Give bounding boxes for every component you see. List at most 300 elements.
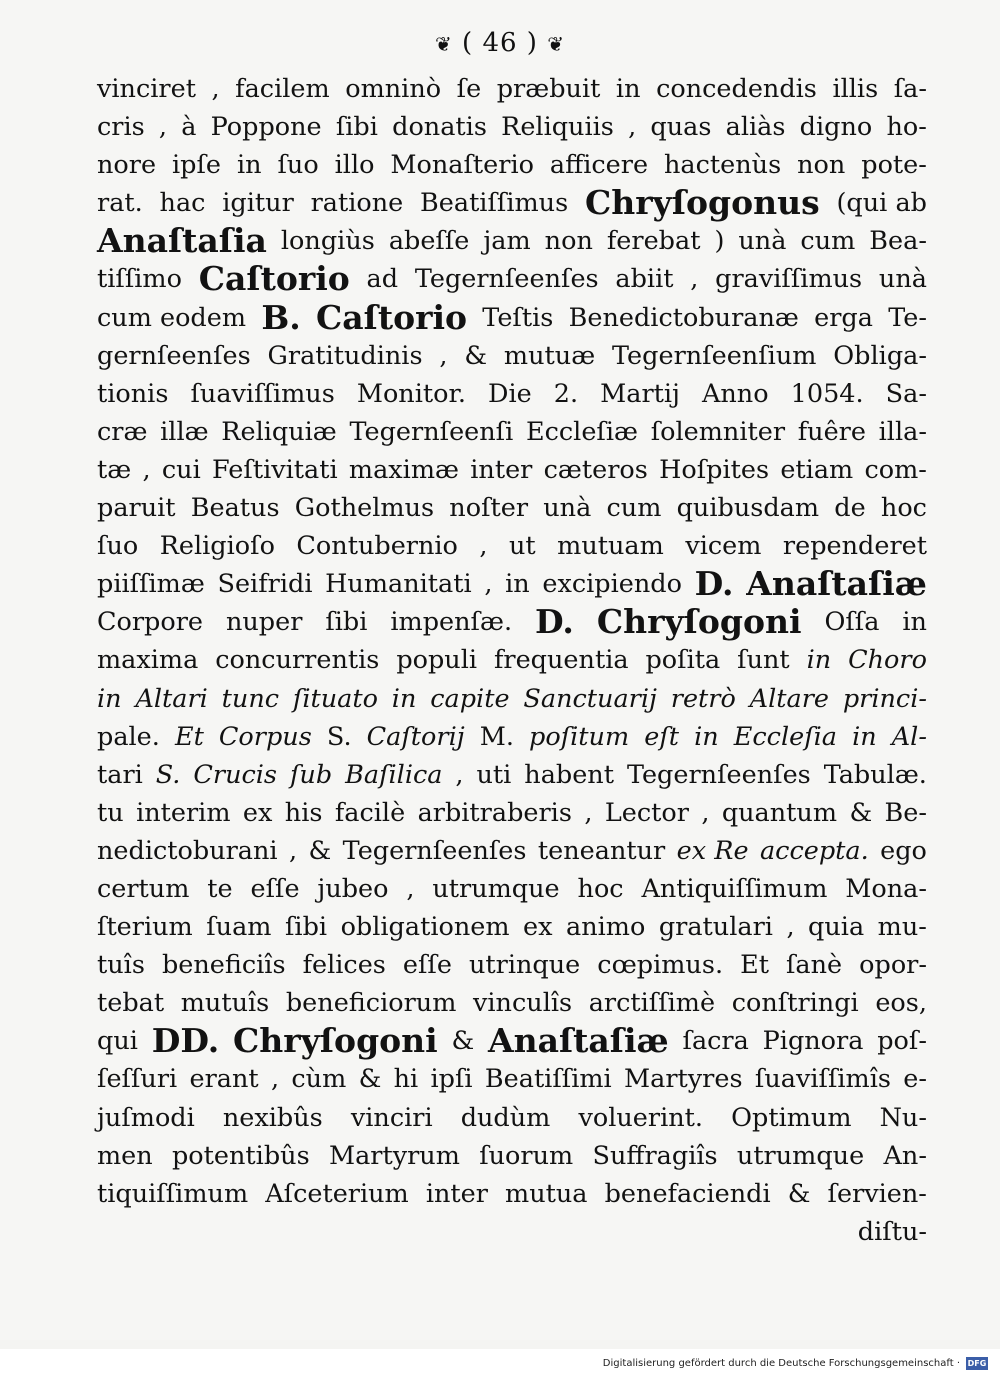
word: Reliquiæ (221, 416, 337, 447)
word: ſuaviſſimîs (754, 1064, 891, 1095)
text-line (97, 1022, 927, 1060)
word: Sa- (885, 378, 927, 409)
word: piiſſimæ (97, 569, 205, 600)
word: uti (476, 759, 512, 790)
word: cum (606, 493, 662, 524)
text-line (97, 184, 927, 222)
text-line (97, 70, 927, 108)
word: , (628, 112, 637, 143)
word: Obliga- (833, 340, 927, 371)
footer-bar (0, 1349, 1000, 1380)
word: & (308, 835, 332, 866)
word: ad (366, 264, 399, 295)
word: , (439, 340, 448, 371)
word: beneficiorum (285, 988, 457, 1019)
word: mutua (505, 1178, 588, 1209)
word: tiquiſſimum (97, 1178, 249, 1209)
word: jam (483, 226, 531, 257)
text-line (97, 832, 927, 870)
text-line (97, 222, 927, 260)
word: 2. (553, 378, 579, 409)
word: Sanctuarij (523, 683, 657, 714)
word: arbitraberis (417, 797, 572, 828)
word: ratione (310, 188, 404, 219)
text-line (97, 908, 927, 946)
word: Aſceterium (265, 1178, 409, 1209)
word: Reliquiis (501, 112, 614, 143)
word: Anno (701, 378, 769, 409)
word: vinciri (350, 1102, 433, 1133)
word: , (484, 569, 493, 600)
word: poſita (645, 645, 721, 676)
word: B. (261, 297, 301, 337)
word: frequentia (493, 645, 629, 676)
word: Eccleſiæ (525, 416, 638, 447)
page-header (0, 28, 1000, 58)
word: ſuo (97, 531, 139, 562)
word: qui (97, 1026, 138, 1057)
word: vicem (685, 531, 762, 562)
word: e- (903, 1064, 927, 1095)
left-ornament-icon: ❦ (435, 32, 453, 56)
word: juſmodi (97, 1102, 195, 1133)
word: cum (800, 226, 856, 257)
word: ſub (289, 759, 333, 790)
text-line (97, 451, 927, 489)
word: illis (832, 74, 879, 104)
word: inter (470, 454, 533, 485)
word: concedendis (656, 74, 817, 104)
word: Gothelmus (294, 493, 435, 524)
word: vinciret (97, 74, 196, 104)
word: in (852, 721, 877, 752)
text-line (97, 641, 927, 679)
word: ſibi (335, 112, 378, 143)
word: etiam (780, 454, 854, 485)
word: ſituato (292, 683, 378, 714)
word: eos, (875, 988, 927, 1019)
word: nuper (225, 607, 303, 638)
word: cæteros (543, 454, 648, 485)
word: & (451, 1026, 475, 1057)
word: his (284, 797, 323, 828)
word: S. (326, 721, 352, 752)
word: teneantur (537, 835, 666, 866)
word: animo (566, 912, 646, 943)
text-line (97, 603, 927, 641)
word: inter (425, 1178, 488, 1209)
word: in (694, 721, 719, 752)
word: pale. (97, 721, 160, 752)
word: ex Re (676, 835, 749, 866)
word: , (289, 835, 298, 866)
word: obligationem (340, 912, 510, 943)
word: benefaciendi (604, 1178, 771, 1209)
word: & (849, 797, 873, 828)
word: princi- (842, 683, 927, 714)
word: 1054. (790, 378, 864, 409)
word: utrumque (736, 1140, 865, 1171)
word: noſter (449, 493, 529, 524)
word: vinculîs (473, 988, 573, 1019)
text-line (97, 375, 927, 413)
word: mutuam (557, 531, 664, 562)
word: Feſtivitati (212, 454, 338, 485)
word: D. (694, 564, 734, 604)
text-line (97, 718, 927, 756)
word: unà (738, 226, 787, 257)
word: concurrentis (215, 645, 380, 676)
word: in (236, 150, 262, 181)
word: tu (97, 797, 124, 828)
word: abeſſe (388, 226, 470, 257)
word: cris (97, 112, 145, 143)
word: longiùs (280, 226, 375, 257)
word: Tegernſeenſi (349, 416, 514, 447)
word: jubeo (317, 873, 389, 904)
word: Oſſa (824, 607, 880, 638)
word: Al- (891, 721, 927, 752)
word: in (806, 645, 832, 676)
word: ſuo (277, 150, 319, 181)
word: Choro (848, 645, 927, 676)
word: ſolemniter (650, 416, 786, 447)
text-line (97, 1060, 927, 1098)
word: nore (97, 150, 157, 181)
word: non (797, 150, 846, 181)
word: habent (524, 759, 614, 790)
word: , (142, 454, 151, 485)
word: Chryſogoni (233, 1021, 438, 1061)
word: potentibûs (171, 1140, 310, 1171)
word: Beatiſſimus (420, 188, 569, 219)
word: ſervien- (827, 1178, 927, 1209)
word: Chryſogoni (596, 602, 802, 642)
word: poſitum (529, 721, 630, 752)
word: Nu- (879, 1102, 927, 1133)
word: Anaſtaſia (97, 221, 267, 261)
word: Corpus (218, 721, 312, 752)
text-line (97, 756, 927, 794)
word: ſterium (97, 912, 193, 943)
word: Martyres (624, 1064, 743, 1095)
text-line (97, 1137, 927, 1175)
word: non (544, 226, 593, 257)
word: , (690, 264, 699, 295)
word: Et (174, 721, 204, 752)
word: afficere (549, 150, 649, 181)
word: tebat (97, 988, 165, 1019)
dfg-logo[interactable]: DFG (967, 1359, 987, 1368)
word: à (181, 112, 197, 143)
word: ſtu- (882, 1216, 927, 1247)
word: de (834, 493, 866, 524)
word: in (615, 74, 641, 104)
word: maximæ (348, 454, 459, 485)
page-number: ( 46 ) (462, 28, 538, 58)
word: Lector (604, 797, 689, 828)
word: ſuorum (479, 1140, 574, 1171)
word: , (584, 797, 593, 828)
word: in (97, 683, 122, 714)
word: tuîs (97, 950, 145, 981)
word: aliàs (725, 112, 786, 143)
word: Antiquiſſimum (641, 873, 828, 904)
word: Tegernſeenſium (612, 340, 817, 371)
word: in (902, 607, 927, 638)
word: omninò (345, 74, 442, 104)
word: M. (479, 721, 514, 752)
word: Martyrum (328, 1140, 460, 1171)
word: , (479, 531, 488, 562)
text-line (97, 108, 927, 146)
text-line (97, 527, 927, 565)
word: te (207, 873, 233, 904)
word: (qui ab (836, 188, 927, 219)
word: men (97, 1140, 153, 1171)
word: eſſe (402, 950, 452, 981)
word: quibusdam (676, 493, 820, 524)
word: tæ (97, 454, 132, 485)
word: Die (488, 378, 532, 409)
text-line (97, 794, 927, 832)
word: impenſæ. (390, 607, 513, 638)
text-line (97, 413, 927, 451)
word: D. (534, 602, 574, 642)
word: graviſſimus (715, 264, 863, 295)
word: ex (523, 912, 553, 943)
word: Tegernſeenſes (626, 759, 811, 790)
word: & (787, 1178, 811, 1209)
word: ſacra (682, 1026, 749, 1057)
text-line (97, 489, 927, 527)
word: hi (393, 1064, 419, 1095)
word: , (701, 797, 710, 828)
word: cui (161, 454, 201, 485)
word: tunc (221, 683, 280, 714)
word: certum (97, 873, 190, 904)
word: Mona- (845, 873, 927, 904)
word: gratulari (658, 912, 773, 943)
word: Altari (135, 683, 208, 714)
word: paruit (97, 493, 176, 524)
word: ſibi (284, 912, 328, 943)
word: Beatus (190, 493, 280, 524)
word: Anaſtaſiæ (487, 1021, 669, 1061)
word: tionis (97, 378, 169, 409)
word: Hoſpites (659, 454, 770, 485)
text-line (97, 870, 927, 908)
word: & (464, 340, 488, 371)
word: ut (509, 531, 536, 562)
word: donatis (392, 112, 487, 143)
word: ſa- (893, 74, 927, 104)
word: conſtringi (731, 988, 859, 1019)
word: Altare (749, 683, 829, 714)
word: Contubernio (296, 531, 458, 562)
word: ſanè (785, 950, 843, 981)
word: Suffragiîs (592, 1140, 718, 1171)
text-line (97, 146, 927, 184)
word: igitur (222, 188, 294, 219)
text-line (97, 1213, 927, 1251)
word: fuêre (797, 416, 866, 447)
word: beneficiîs (161, 950, 286, 981)
text-line (97, 1099, 927, 1137)
word: , (406, 873, 415, 904)
word: Eccleſia (733, 721, 837, 752)
word: An- (883, 1140, 927, 1171)
word: ho- (886, 112, 927, 143)
text-line (97, 565, 927, 603)
word: Chryſogonus (585, 183, 820, 223)
word: cœpimus. (597, 950, 724, 981)
word: ipſi (430, 1064, 473, 1095)
word: gernſeenſes (97, 340, 251, 371)
word: voluerint. (578, 1102, 704, 1133)
word: Optimum (731, 1102, 852, 1133)
word: digno (799, 112, 873, 143)
word: abiit (615, 264, 674, 295)
word: Bea- (869, 226, 927, 257)
word: capite (430, 683, 510, 714)
word: Et (740, 950, 769, 981)
word: populi (396, 645, 478, 676)
word: Monaſterio (390, 150, 534, 181)
word: felices (302, 950, 386, 981)
word: hoc (880, 493, 927, 524)
word: Tabulæ. (823, 759, 927, 790)
word: Caſtorio (198, 259, 350, 299)
text-line (97, 680, 927, 718)
word: unà (543, 493, 592, 524)
word: interim (136, 797, 231, 828)
word: , (211, 74, 220, 104)
word: hac (159, 188, 206, 219)
text-line (97, 1175, 927, 1213)
word: Poppone (210, 112, 322, 143)
word: in (505, 569, 530, 600)
word: Pignora (762, 1026, 864, 1057)
word: Tegernſeenſes (342, 835, 527, 866)
word: Monitor. (356, 378, 466, 409)
word: mu- (877, 912, 927, 943)
word: præbuit (496, 74, 601, 104)
text-line (97, 984, 927, 1022)
word: Be- (884, 797, 927, 828)
word: tari (97, 759, 143, 790)
word: tiſſimo (97, 264, 182, 295)
word: Benedictoburanæ (568, 302, 799, 333)
word: illo (334, 150, 375, 181)
word: Humanitati (325, 569, 472, 600)
word: Tegernſeenſes (414, 264, 599, 295)
word: rat. (97, 188, 143, 219)
word: accepta. (759, 835, 869, 866)
word: cum eodem (97, 302, 247, 333)
word: Anaſtaſiæ (746, 564, 927, 604)
word: S. (155, 759, 181, 790)
word: dudùm (460, 1102, 551, 1133)
word: ferebat (606, 226, 701, 257)
word: , (786, 912, 795, 943)
footer-credit: Digitalisierung gefördert durch die Deutsche Forschungsgemeinschaft · (602, 1358, 960, 1369)
word: Baſilica (345, 759, 443, 790)
word: facilè (334, 797, 406, 828)
word: DD. (151, 1021, 220, 1061)
word: Crucis (193, 759, 278, 790)
word: poſ- (877, 1026, 927, 1057)
word: Beatiſſimi (484, 1064, 612, 1095)
word: , (158, 112, 168, 143)
word: cræ (97, 416, 148, 447)
word: in (391, 683, 417, 714)
word: ſeſſuri (97, 1064, 178, 1095)
word: di (857, 1216, 883, 1247)
word: opor- (859, 950, 927, 981)
word: ſuam (206, 912, 272, 943)
word: ſibi (325, 607, 368, 638)
word: ego (880, 835, 927, 866)
body-text (97, 70, 927, 1251)
word: com- (864, 454, 927, 485)
right-ornament-icon: ❦ (547, 32, 565, 56)
word: , (270, 1064, 280, 1095)
word: Religioſo (159, 531, 275, 562)
word: retrò (670, 683, 736, 714)
word: utrinque (468, 950, 581, 981)
word: mutuæ (503, 340, 596, 371)
word: eſt (644, 721, 680, 752)
word: arctiſſimè (588, 988, 716, 1019)
word: Martij (600, 378, 680, 409)
word: illæ (160, 416, 209, 447)
word: utrumque (432, 873, 560, 904)
word: Caſtorio (315, 297, 468, 337)
word: ſe (456, 74, 482, 104)
word: Teſtis (482, 302, 554, 333)
word: facilem (235, 74, 330, 104)
text-line (97, 299, 927, 337)
word: excipiendo (542, 569, 682, 600)
word: quas (650, 112, 712, 143)
word: quantum (721, 797, 838, 828)
word: ſuaviſſimus (190, 378, 335, 409)
word: mutuîs (180, 988, 270, 1019)
word: & (358, 1064, 382, 1095)
word: cùm (291, 1064, 347, 1095)
word: Gratitudinis (267, 340, 423, 371)
word: ) (714, 226, 725, 257)
word: erga (814, 302, 873, 333)
word: Corpore (97, 607, 204, 638)
word: hactenùs (663, 150, 782, 181)
word: eſſe (250, 873, 300, 904)
word: quia (808, 912, 865, 943)
word: unà (878, 264, 927, 295)
word: erant (189, 1064, 259, 1095)
word: rependeret (782, 531, 927, 562)
text-line (97, 260, 927, 298)
word: maxima (97, 645, 199, 676)
word: Caſtorij (366, 721, 465, 752)
word: Seifridi (217, 569, 313, 600)
word: pote- (861, 150, 927, 181)
text-line (97, 337, 927, 375)
word: ex (242, 797, 273, 828)
word: ipſe (172, 150, 222, 181)
word: illa- (878, 416, 927, 447)
